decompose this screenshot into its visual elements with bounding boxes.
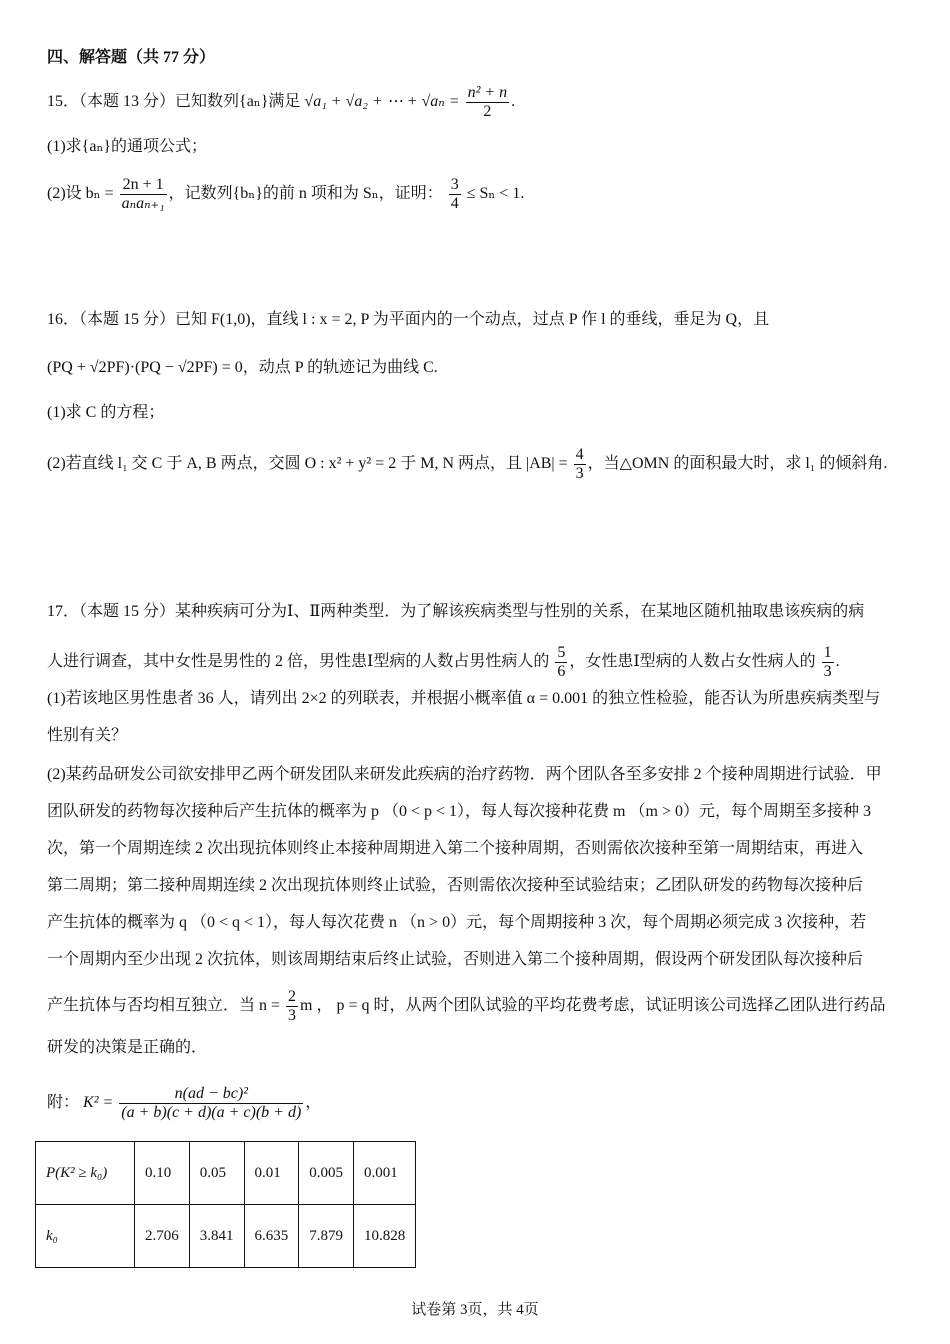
table-cell: 6.635 <box>244 1205 299 1268</box>
q17-male-fraction <box>555 644 567 681</box>
k2-lhs: K² = <box>83 1094 114 1112</box>
critical-value-table <box>35 1141 416 1268</box>
q17-part2-line8: 研发的决策是正确的． <box>47 1039 208 1056</box>
q16-part2 <box>47 446 887 483</box>
q17-nm-fraction <box>286 988 298 1025</box>
q15-bound-den: 4 <box>450 195 459 212</box>
q16-part2-end: ，当△OMN 的面积最大时，求 l₁ 的倾斜角. <box>587 455 888 473</box>
q15-part2-end: ≤ Sₙ < 1. <box>466 185 525 203</box>
q15-header: 15．（本题 13 分）已知数列 <box>47 93 240 111</box>
q17-line2-end: . <box>835 653 840 671</box>
q15-bound-num: 3 <box>450 176 459 193</box>
table-header-k0: k₀ <box>36 1205 135 1268</box>
table-cell: 7.879 <box>299 1205 354 1268</box>
q15-part1: (1)求{aₙ}的通项公式； <box>47 138 208 155</box>
q15-bn-num: 2n + 1 <box>120 176 167 195</box>
q15-part2 <box>47 176 524 213</box>
q16-part2-pre: (2)若直线 l₁ 交 C 于 A, B 两点，交圆 O : x² + y² = 2 于 M, N 两点，且 |AB| = <box>47 455 568 473</box>
q15-part2-pre: (2)设 bₙ = <box>47 185 114 203</box>
q15-cond-lhs: √a₁ + √a₂ + ⋯ + √aₙ = <box>304 93 460 111</box>
q15-seq: {aₙ} <box>239 93 269 111</box>
q17-part2-line7-end: m ， p = q 时，从两个团队试验的平均花费考虑，试证明该公司选择乙团队进行药品 <box>300 997 886 1015</box>
table-cell: 0.005 <box>299 1142 354 1205</box>
table-row <box>36 1205 416 1268</box>
q17-part2-line6: 一个周期内至少出现 2 次抗体，则该周期结束后终止试验，否则进入第二个接种周期，假设两个研发团队每次接种后 <box>47 951 864 968</box>
k2-den: (a + b)(c + d)(a + c)(b + d) <box>121 1104 302 1121</box>
q17-female-fraction <box>822 644 834 681</box>
q16-line2: (PQ + √2PF)·(PQ − √2PF) = 0，动点 P 的轨迹记为曲线 C. <box>47 359 438 376</box>
q17-part2-line4: 第二周期；第二接种周期连续 2 次出现抗体则终止试验，否则需依次接种至试验结束；乙团队研发的药物每次接种后 <box>47 877 864 894</box>
q15-cond-num: n² + n <box>467 84 508 101</box>
table-cell: 0.01 <box>244 1142 299 1205</box>
q16-ab-den: 3 <box>575 465 584 482</box>
table-header-p: P(K² ≥ k₀) <box>36 1142 135 1205</box>
q17-part2-line3: 次，第一个周期连续 2 次出现抗体则终止本接种周期进入第二个接种周期，否则需依次接种至第一周期结束，再进入 <box>47 840 864 857</box>
k2-fraction <box>119 1085 303 1122</box>
table-cell: 0.001 <box>354 1142 416 1205</box>
q17-male-den: 6 <box>557 663 566 680</box>
q17-part2-line7 <box>47 988 886 1025</box>
q17-part2-line2: 团队研发的药物每次接种后产生抗体的概率为 p （0 < p < 1），每人每次接种花费 m （m > 0）元，每个周期至多接种 3 <box>47 803 871 820</box>
k2-num: n(ad − bc)² <box>119 1085 303 1104</box>
q17-line1: 17．（本题 15 分）某种疾病可分为Ⅰ、Ⅱ两种类型．为了解该疾病类型与性别的关系，在某地区随机抽取患该疾病的病 <box>47 603 865 620</box>
q16-line1: 16．（本题 15 分）已知 F(1,0)，直线 l : x = 2, P 为平面内的一个动点，过点 P 作 l 的垂线，垂足为 Q，且 <box>47 311 770 328</box>
appendix-label: 附： <box>47 1094 80 1112</box>
table-cell: 0.10 <box>135 1142 190 1205</box>
q15-bn-fraction <box>120 176 167 213</box>
q15-cond-den: 2 <box>483 103 492 120</box>
table-row <box>36 1142 416 1205</box>
q15-part2-mid: ，记数列{bₙ}的前 n 项和为 Sₙ，证明： <box>168 185 443 203</box>
q17-male-num: 5 <box>557 644 566 661</box>
q17-line2-pre: 人进行调查，其中女性是男性的 2 倍，男性患Ⅰ型病的人数占男性病人的 <box>47 653 550 671</box>
table-cell: 0.05 <box>189 1142 244 1205</box>
q17-line2-mid: ，女性患Ⅰ型病的人数占女性病人的 <box>569 653 816 671</box>
page-footer: 试卷第 3页，共 4页 <box>411 1302 539 1318</box>
q17-nm-num: 2 <box>288 988 297 1005</box>
q17-part2-line7-pre: 产生抗体与否均相互独立．当 n = <box>47 997 281 1015</box>
q16-part1: (1)求 C 的方程； <box>47 404 165 421</box>
q16-ab-fraction <box>574 446 586 483</box>
q17-female-den: 3 <box>823 663 832 680</box>
k2-end: ， <box>305 1094 322 1112</box>
table-cell: 3.841 <box>189 1205 244 1268</box>
q16-ab-num: 4 <box>575 446 584 463</box>
table-cell: 10.828 <box>354 1205 416 1268</box>
q17-part1-line1: (1)若该地区男性患者 36 人，请列出 2×2 的列联表，并根据小概率值 α = 0.001 的独立性检验，能否认为所患疾病类型与 <box>47 690 881 707</box>
q15-statement: 15．（本题 13 分）已知数列{aₙ}满足 √a₁ + √a₂ + ⋯ + √aₙ = $\frac{\text{n² + n}}{2}$ . <box>47 84 516 120</box>
q15-cond-fraction <box>466 84 510 121</box>
q17-part1-line2: 性别有关？ <box>47 727 128 744</box>
q15-cond-text: 满足 <box>268 93 301 111</box>
q17-female-num: 1 <box>823 644 832 661</box>
section-title: 四、解答题（共 77 分） <box>47 49 216 66</box>
q17-part2-line5: 产生抗体的概率为 q （0 < q < 1），每人每次花费 n （n > 0）元，每个周期接种 3 次，每个周期必须完成 3 次接种，若 <box>47 914 867 931</box>
q15-bn-den: aₙaₙ₊₁ <box>121 195 165 212</box>
q15-bound-fraction <box>449 176 461 213</box>
table-cell: 2.706 <box>135 1205 190 1268</box>
q17-nm-den: 3 <box>288 1007 297 1024</box>
q17-line2 <box>47 644 840 681</box>
appendix-formula <box>47 1085 321 1122</box>
q17-part2-line1: (2)某药品研发公司欲安排甲乙两个研发团队来研发此疾病的治疗药物．两个团队各至多安排 2 个接种周期进行试验．甲 <box>47 766 882 783</box>
